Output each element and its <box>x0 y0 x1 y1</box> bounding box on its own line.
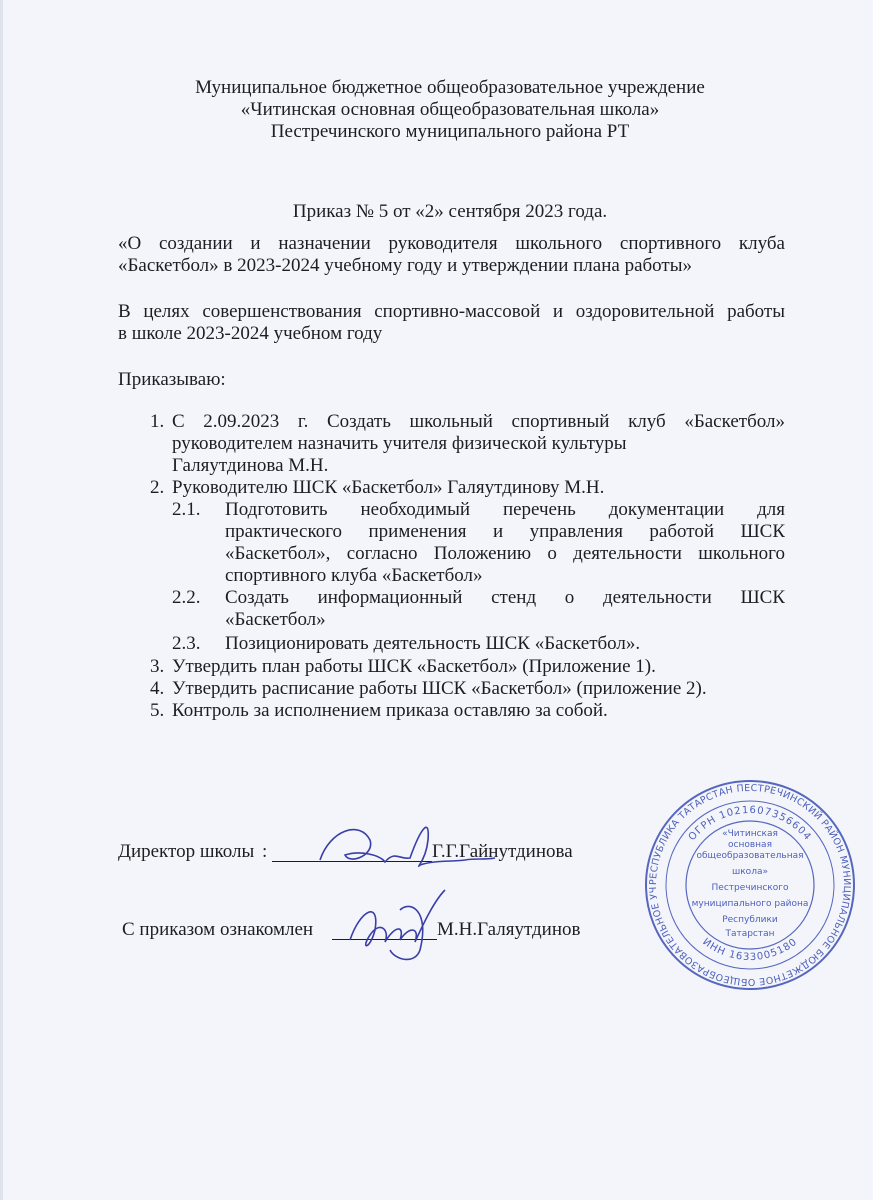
subject-line-2: «Баскетбол» в 2023-2024 учебному году и утверждении плана работы» <box>118 255 692 276</box>
item-text-line: «Баскетбол», согласно Положению о деятельности школьного <box>225 543 785 564</box>
director-colon: : <box>262 841 268 862</box>
stamp-inner-line: Татарстан <box>725 929 775 939</box>
stamp-inner-line: «Читинская <box>722 829 778 839</box>
stamp-inner-line: муниципального района <box>691 899 809 909</box>
director-name: Г.Г.Гайнутдинова <box>432 841 573 862</box>
item-number: 3. <box>150 656 165 677</box>
stamp-ring-text: РЕСПУБЛИКА ТАТАРСТАН ПЕСТРЕЧИНСКИЙ РАЙОН МУНИЦИПАЛЬНОЕ БЮДЖЕТНОЕ ОБЩЕОБРАЗОВАТЕЛЬНОЕ УЧРЕЖДЕНИЕ <box>629 762 853 988</box>
stamp-inner-line: основная <box>728 840 772 850</box>
header-line-1: Муниципальное бюджетное общеобразовательное учреждение <box>195 77 705 98</box>
item-text-line: Контроль за исполнением приказа оставляю за собой. <box>172 700 608 721</box>
svg-text:ИНН 1633005180 <box>700 936 799 963</box>
school-stamp <box>629 762 865 1000</box>
purpose-line-1: В целях совершенствования спортивно-массовой и оздоровительной работы <box>118 301 785 322</box>
item-text-line: С 2.09.2023 г. Создать школьный спортивный клуб «Баскетбол» <box>172 411 785 432</box>
acknowledged-label: С приказом ознакомлен <box>122 919 314 940</box>
stamp-inner-line: общеобразовательная <box>696 851 804 861</box>
purpose-line-2: в школе 2023-2024 учебном году <box>118 323 383 344</box>
item-number: 4. <box>150 678 165 699</box>
subitem-number: 2.2. <box>172 587 201 608</box>
header-line-2: «Читинская основная общеобразовательная школа» <box>240 99 660 120</box>
item-text-line: Позиционировать деятельность ШСК «Баскетбол». <box>225 633 641 654</box>
order-word: Приказываю: <box>118 369 226 390</box>
stamp-inn: ИНН 1633005180 <box>700 936 800 964</box>
item-text-line: практического применения и управления работой ШСК <box>225 521 785 542</box>
item-text-line: Руководителю ШСК «Баскетбол» Галяутдинову М.Н. <box>172 477 605 498</box>
item-text-line: Галяутдинова М.Н. <box>172 455 329 476</box>
item-number: 1. <box>150 411 165 432</box>
header-line-3: Пестречинского муниципального района РТ <box>270 121 630 142</box>
director-signature <box>300 810 500 890</box>
item-number: 2. <box>150 477 165 498</box>
item-text-line: Создать информационный стенд о деятельности ШСК <box>225 587 785 608</box>
stamp-inner-line: Пестречинского <box>711 883 789 893</box>
item-text-line: руководителем назначить учителя физической культуры <box>172 433 627 454</box>
item-text-line: спортивного клуба «Баскетбол» <box>225 565 483 586</box>
acknowledged-name: М.Н.Галяутдинов <box>437 919 581 940</box>
stamp-inner-line: школа» <box>732 867 768 877</box>
order-title: Приказ № 5 от «2» сентября 2023 года. <box>292 201 608 222</box>
subitem-number: 2.3. <box>172 633 201 654</box>
item-text-line: Утвердить расписание работы ШСК «Баскетбол» (приложение 2). <box>172 678 707 699</box>
item-text-line: «Баскетбол» <box>225 609 326 630</box>
item-number: 5. <box>150 700 165 721</box>
stamp-ogrn: ОГРН 1021607356604 <box>686 804 814 844</box>
director-label: Директор школы <box>118 841 255 862</box>
scan-edge <box>0 0 3 1200</box>
item-text-line: Утвердить план работы ШСК «Баскетбол» (Приложение 1). <box>172 656 656 677</box>
subitem-number: 2.1. <box>172 499 201 520</box>
acknowledged-signature <box>340 880 460 970</box>
stamp-inner-line: Республики <box>722 915 778 925</box>
item-text-line: Подготовить необходимый перечень документации для <box>225 499 785 520</box>
subject-line-1: «О создании и назначении руководителя школьного спортивного клуба <box>118 233 785 254</box>
